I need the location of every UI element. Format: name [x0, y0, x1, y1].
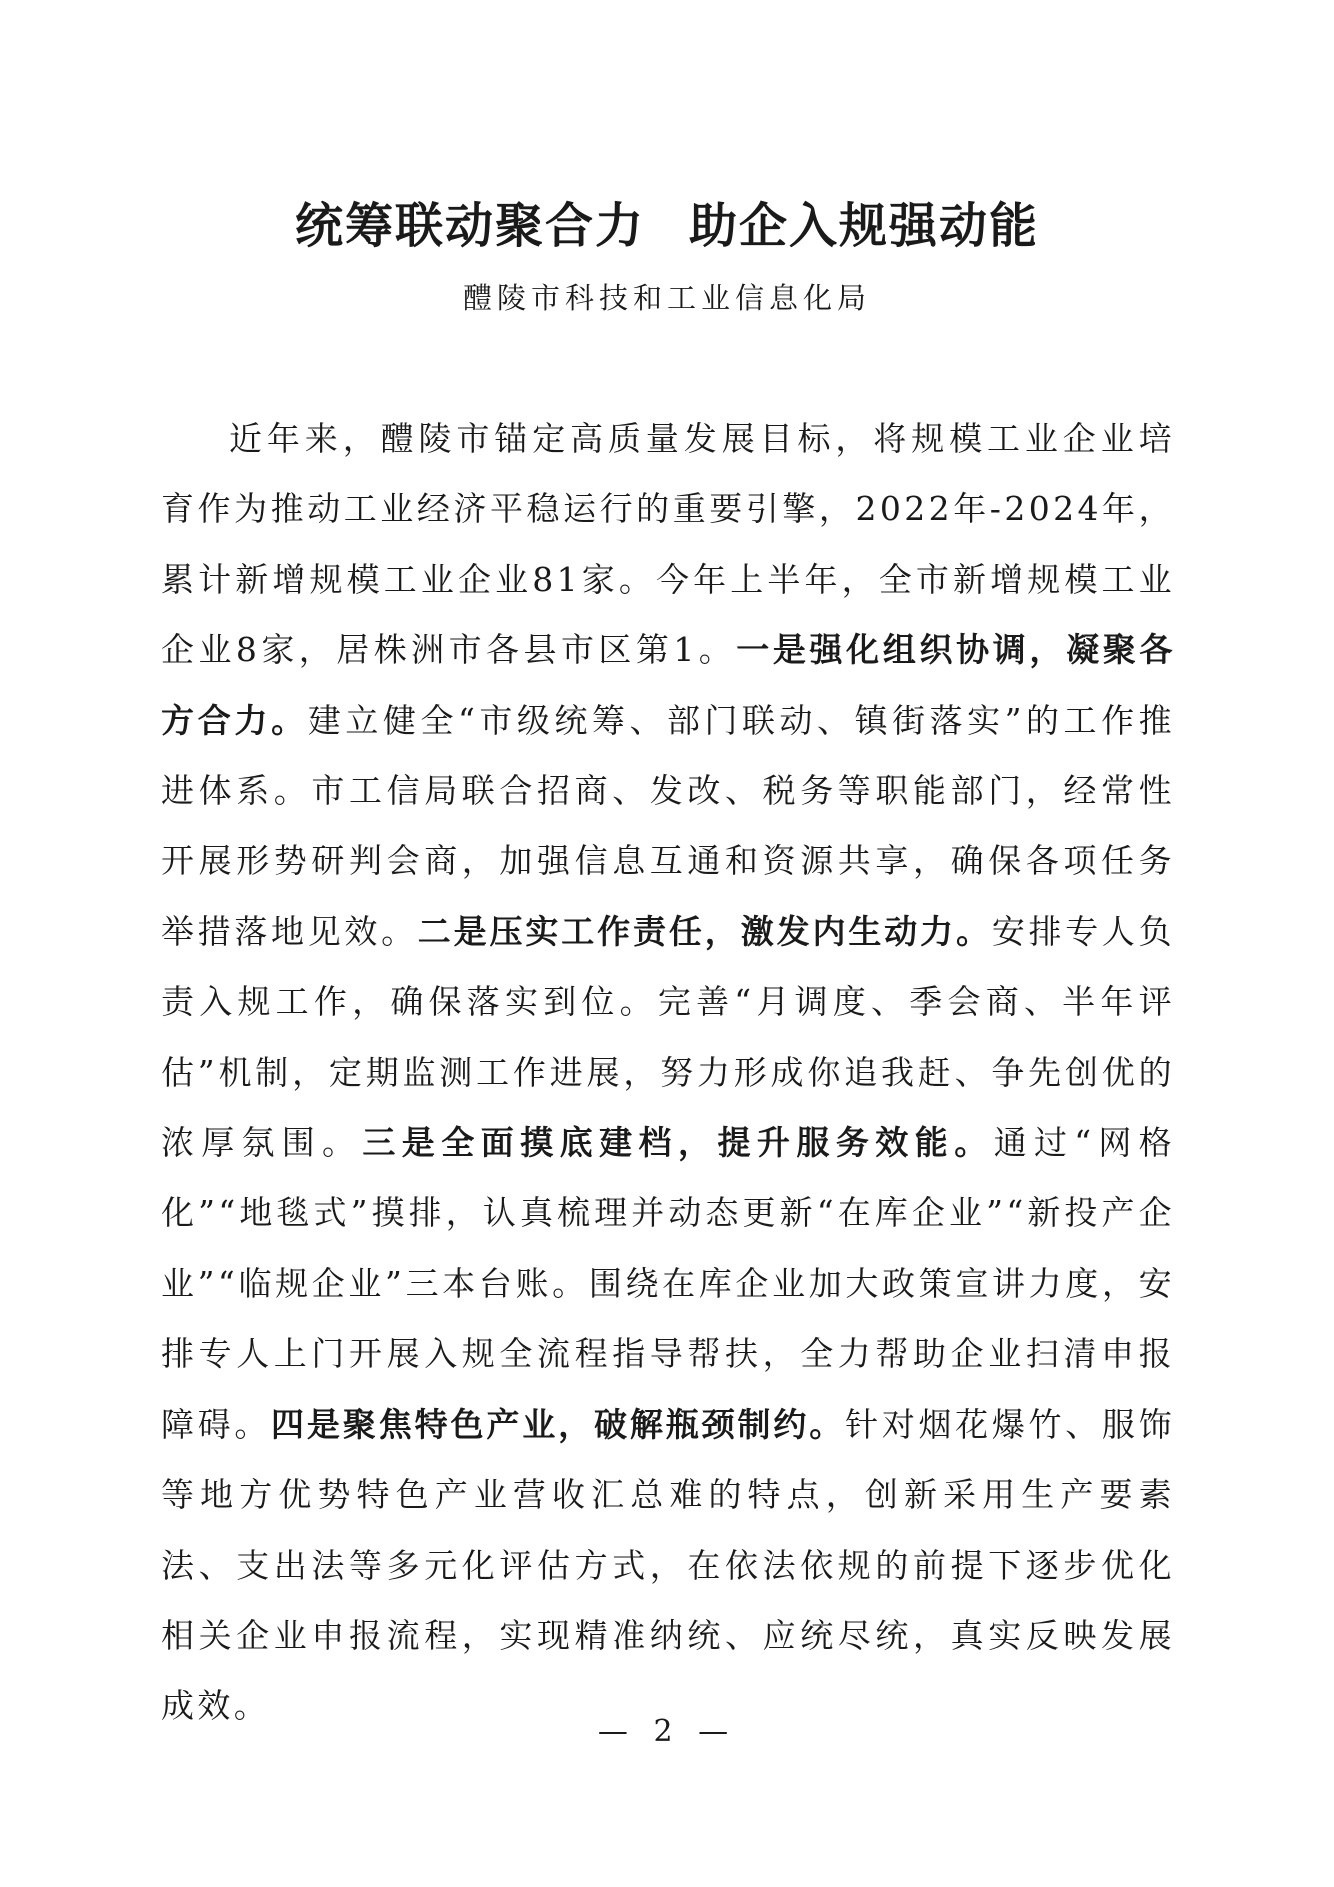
point-3-text: 通过“网格化”“地毯式”摸排，认真梳理并动态更新“在库企业”“新投产企业”“临规企业”三本台账。围绕在库企业加大政策宣讲力度，安排专人上门开展入规全流程指导帮扶，全力帮助企业扫清申报障碍。 [161, 1123, 1176, 1444]
point-2-text: 安排专人负责入规工作，确保落实到位。完善“月调度、季会商、半年评估”机制，定期监测工作进展，努力形成你追我赶、争先创优的浓厚氛围。 [161, 911, 1175, 1163]
document-author: 醴陵市科技和工业信息化局 [462, 281, 871, 315]
point-4-heading: 四是聚焦特色产业，破解瓶颈制约。 [271, 1404, 846, 1444]
point-3-heading: 三是全面摸底建档，提升服务效能。 [362, 1123, 994, 1163]
body-paragraph [161, 404, 1175, 1742]
point-1-heading: 一是强化组织协调，凝聚各方合力。 [161, 630, 1175, 740]
title-part-2: 助企入规强动能 [689, 198, 1040, 254]
document-title [0, 196, 1334, 256]
title-part-1: 统筹联动聚合力 [294, 198, 645, 254]
page-number: — 2 — [597, 1714, 737, 1749]
point-4-text: 针对烟花爆竹、服饰等地方优势特色产业营收汇总难的特点，创新采用生产要素法、支出法等多元化评估方式，在依法依规的前提下逐步优化相关企业申报流程，实现精准纳统、应统尽统，真实反映发展成效。 [161, 1404, 1175, 1726]
point-2-heading: 二是压实工作责任，激发内生动力。 [417, 911, 992, 951]
intro-text: 近年来，醴陵市锚定高质量发展目标，将规模工业企业培育作为推动工业经济平稳运行的重要引擎，2022年-2024年，累计新增规模工业企业81家。今年上半年，全市新增规模工业企业8家，居株洲市各县市区第1。 [161, 419, 1175, 670]
point-1-text: 建立健全“市级统筹、部门联动、镇街落实”的工作推进体系。市工信局联合招商、发改、税务等职能部门，经常性开展形势研判会商，加强信息互通和资源共享，确保各项任务举措落地见效。 [161, 700, 1176, 951]
